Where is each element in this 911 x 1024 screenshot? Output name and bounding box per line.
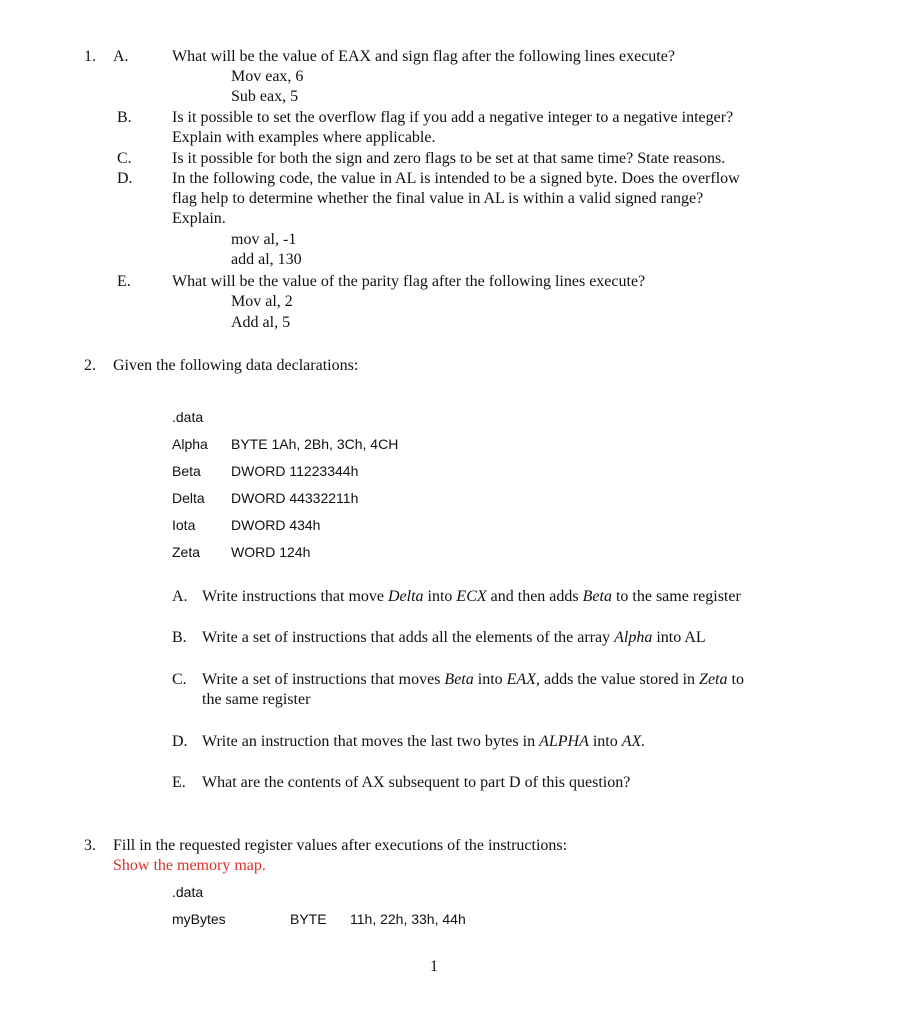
q3-var-type: BYTE [290, 911, 327, 927]
q1d-code-line: mov al, -1 [231, 231, 297, 248]
q1e-text: What will be the value of the parity flag after the following lines execute? [172, 273, 646, 290]
q1c-text: Is it possible for both the sign and zero flags to be set at that same time? State reasons. [172, 150, 726, 167]
q3-note: Show the memory map. [113, 857, 266, 874]
decl-name: Zeta [172, 544, 201, 560]
q2d-text: Write an instruction that moves the last two bytes in ALPHA into AX. [202, 733, 646, 750]
page-number: 1 [430, 958, 438, 975]
q1d-line: flag help to determine whether the final value in AL is within a valid signed range? [172, 190, 704, 207]
q2c-letter: C. [172, 671, 187, 688]
decl-name: Alpha [172, 436, 208, 452]
q2b-letter: B. [172, 629, 187, 646]
q1-number: 1. [84, 48, 96, 65]
data-directive: .data [172, 409, 204, 425]
q3-number: 3. [84, 837, 96, 854]
q1d-line: In the following code, the value in AL is intended to be a signed byte. Does the overflow [172, 170, 740, 187]
decl-value: BYTE 1Ah, 2Bh, 3Ch, 4CH [231, 436, 399, 452]
decl-value: DWORD 434h [231, 517, 321, 533]
q2d-letter: D. [172, 733, 188, 750]
q2c-line: the same register [202, 691, 311, 708]
q1d-line: Explain. [172, 210, 226, 227]
q1b-line: Explain with examples where applicable. [172, 129, 436, 146]
q3-data-directive: .data [172, 884, 204, 900]
q1c-letter: C. [117, 150, 132, 167]
q1a-code-line: Sub eax, 5 [231, 88, 299, 105]
q1b-letter: B. [117, 109, 132, 126]
decl-value: DWORD 44332211h [231, 490, 359, 506]
q1a-code-line: Mov eax, 6 [231, 68, 304, 85]
decl-name: Beta [172, 463, 201, 479]
q2a-letter: A. [172, 588, 188, 605]
q3-var-values: 11h, 22h, 33h, 44h [350, 911, 466, 927]
q3-var-name: myBytes [172, 911, 226, 927]
q3-intro: Fill in the requested register values after executions of the instructions: [113, 837, 568, 854]
q2c-text: Write a set of instructions that moves Beta into EAX, adds the value stored in Zeta to [202, 671, 744, 688]
q1b-line: Is it possible to set the overflow flag if you add a negative integer to a negative integer? [172, 109, 734, 126]
decl-value: WORD 124h [231, 544, 311, 560]
decl-value: DWORD 11223344h [231, 463, 359, 479]
q1e-code-line: Add al, 5 [231, 314, 291, 331]
q1d-code-line: add al, 130 [231, 251, 302, 268]
q1e-letter: E. [117, 273, 131, 290]
q1a-text: What will be the value of EAX and sign flag after the following lines execute? [172, 48, 675, 65]
q2e-text: What are the contents of AX subsequent to part D of this question? [202, 774, 631, 791]
q2a-text: Write instructions that move Delta into ECX and then adds Beta to the same register [202, 588, 741, 605]
decl-name: Delta [172, 490, 205, 506]
q2b-text: Write a set of instructions that adds all the elements of the array Alpha into AL [202, 629, 706, 646]
q1e-code-line: Mov al, 2 [231, 293, 293, 310]
q2-intro: Given the following data declarations: [113, 357, 359, 374]
decl-name: Iota [172, 517, 196, 533]
q1a-letter: A. [113, 48, 129, 65]
q2e-letter: E. [172, 774, 186, 791]
q2-number: 2. [84, 357, 96, 374]
q1d-letter: D. [117, 170, 133, 187]
